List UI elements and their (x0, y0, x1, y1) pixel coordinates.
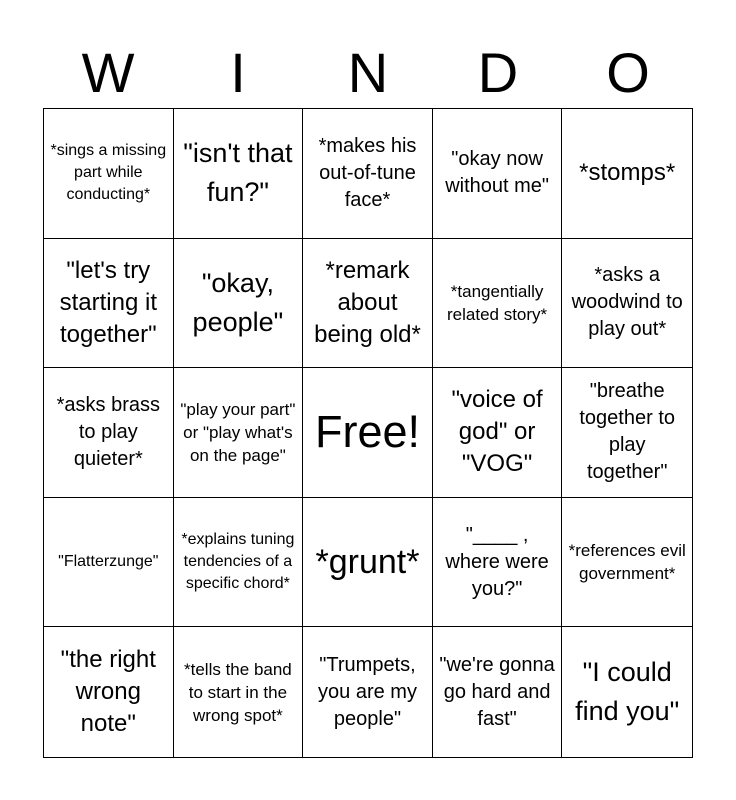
cell-text: *asks brass to play quieter* (56, 393, 160, 470)
bingo-cell-r4c2[interactable] (174, 498, 304, 628)
bingo-cell-r2c3[interactable] (303, 239, 433, 369)
bingo-cell-r4c3[interactable] (303, 498, 433, 628)
cell-text: *asks a woodwind to play out* (571, 264, 683, 341)
bingo-board (43, 108, 693, 758)
cell-text: "we're gonna go hard and fast" (439, 653, 555, 730)
cell-text: "____ , where were you?" (445, 523, 549, 600)
bingo-cell-r4c5[interactable] (562, 498, 692, 628)
cell-text: "okay now without me" (445, 148, 549, 198)
bingo-cell-r5c3[interactable] (303, 627, 433, 757)
header-letter-o: O (606, 41, 650, 104)
cell-text: "okay, people" (192, 267, 284, 337)
bingo-cell-r1c5[interactable] (562, 109, 692, 239)
bingo-cell-r3c5[interactable] (562, 368, 692, 498)
bingo-cell-r3c4[interactable] (433, 368, 563, 498)
cell-text: "breathe together to play together" (579, 380, 675, 484)
cell-text: *references evil government* (568, 541, 686, 584)
header-letter-w: W (81, 41, 135, 104)
cell-text: *tells the band to start in the wrong spot* (184, 659, 292, 725)
cell-text: *tangentially related story* (447, 281, 548, 324)
bingo-cell-r3c1[interactable] (44, 368, 174, 498)
cell-text: *grunt* (315, 543, 420, 582)
cell-text: "isn't that fun?" (183, 138, 293, 208)
bingo-cell-free[interactable] (303, 368, 433, 498)
cell-text: "Flatterzunge" (58, 553, 159, 571)
bingo-cell-r1c1[interactable] (44, 109, 174, 239)
bingo-header (43, 38, 693, 108)
bingo-cell-r5c2[interactable] (174, 627, 304, 757)
cell-text: "Trumpets, you are my people" (318, 653, 417, 730)
cell-text: *stomps* (579, 159, 676, 187)
cell-text: "I could find you" (575, 657, 680, 727)
bingo-cell-r1c2[interactable] (174, 109, 304, 239)
cell-text: *makes his out-of-tune face* (318, 134, 417, 211)
bingo-cell-r2c2[interactable] (174, 239, 304, 369)
cell-text: "voice of god" or "VOG" (451, 386, 543, 478)
bingo-cell-r1c3[interactable] (303, 109, 433, 239)
free-space-text: Free! (314, 406, 420, 458)
bingo-cell-r2c4[interactable] (433, 239, 563, 369)
header-letter-d: D (477, 41, 519, 104)
header-letter-i: I (230, 41, 246, 104)
bingo-cell-r2c5[interactable] (562, 239, 692, 369)
cell-text: "let's try starting it together" (59, 256, 157, 348)
cell-text: *explains tuning tendencies of a specific chord* (181, 531, 295, 593)
bingo-cell-r5c1[interactable] (44, 627, 174, 757)
bingo-cell-r4c4[interactable] (433, 498, 563, 628)
bingo-cell-r5c5[interactable] (562, 627, 692, 757)
bingo-cell-r2c1[interactable] (44, 239, 174, 369)
cell-text: "the right wrong note" (60, 646, 156, 738)
bingo-cell-r4c1[interactable] (44, 498, 174, 628)
cell-text: *sings a missing part while conducting* (50, 142, 167, 204)
bingo-cell-r1c4[interactable] (433, 109, 563, 239)
bingo-cell-r3c2[interactable] (174, 368, 304, 498)
header-letter-n: N (347, 41, 389, 104)
bingo-cell-r5c4[interactable] (433, 627, 563, 757)
cell-text: "play your part" or "play what's on the page" (180, 399, 296, 465)
cell-text: *remark about being old* (314, 256, 421, 348)
